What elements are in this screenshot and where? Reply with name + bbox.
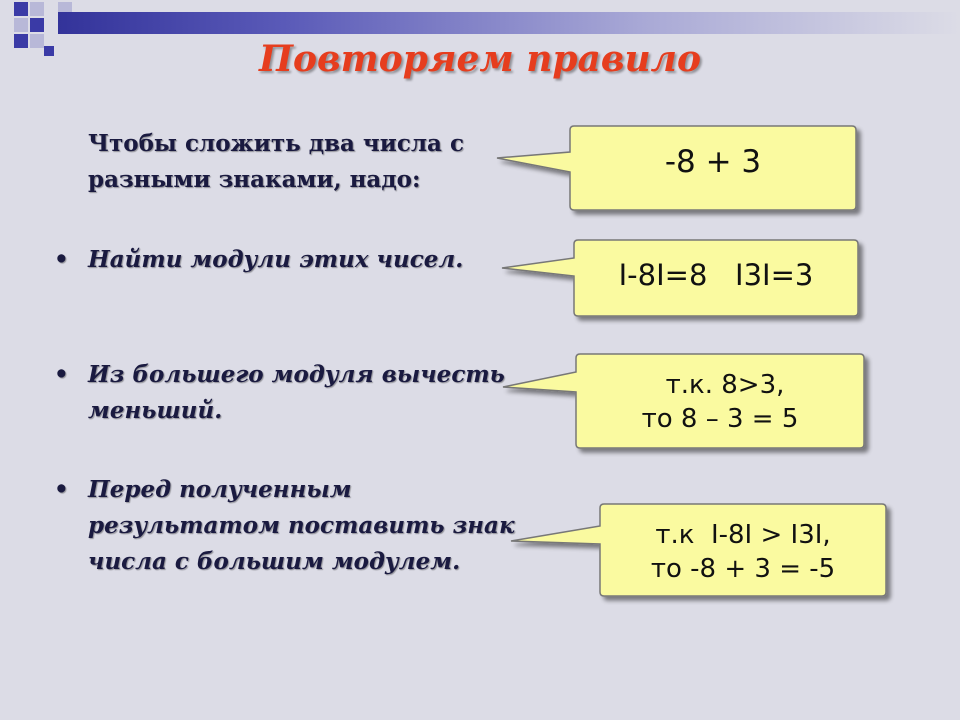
bullet-marker: • [54,476,69,503]
callout-line: I-8I=8 I3I=3 [618,258,814,292]
callout-line: т.к I-8I > I3I, [655,520,831,550]
callout-line: т.к. 8>3, [665,370,785,400]
bullet-line: числа с большим модулем. [88,548,461,575]
callout-line: -8 + 3 [664,144,762,180]
bullet-marker: • [54,361,69,388]
bullet-marker: • [54,246,69,273]
intro-line: разными знаками, надо: [88,166,421,193]
callout-text [570,145,856,179]
slide-title: Повторяем правило [258,38,702,80]
bullet-line: Перед полученным [88,476,352,503]
callout-text [576,368,864,436]
callout-text [574,258,858,292]
callout-line: то 8 – 3 = 5 [641,404,799,434]
callout-text [600,518,886,586]
intro-line: Чтобы сложить два числа с [88,130,464,157]
bullet-line: результатом поставить знак [88,512,515,539]
bullet-line: меньший. [88,397,223,424]
callout-line: то -8 + 3 = -5 [650,554,836,584]
bullet-line: Найти модули этих чисел. [88,246,464,273]
bullet-line: Из большего модуля вычесть [88,361,505,388]
